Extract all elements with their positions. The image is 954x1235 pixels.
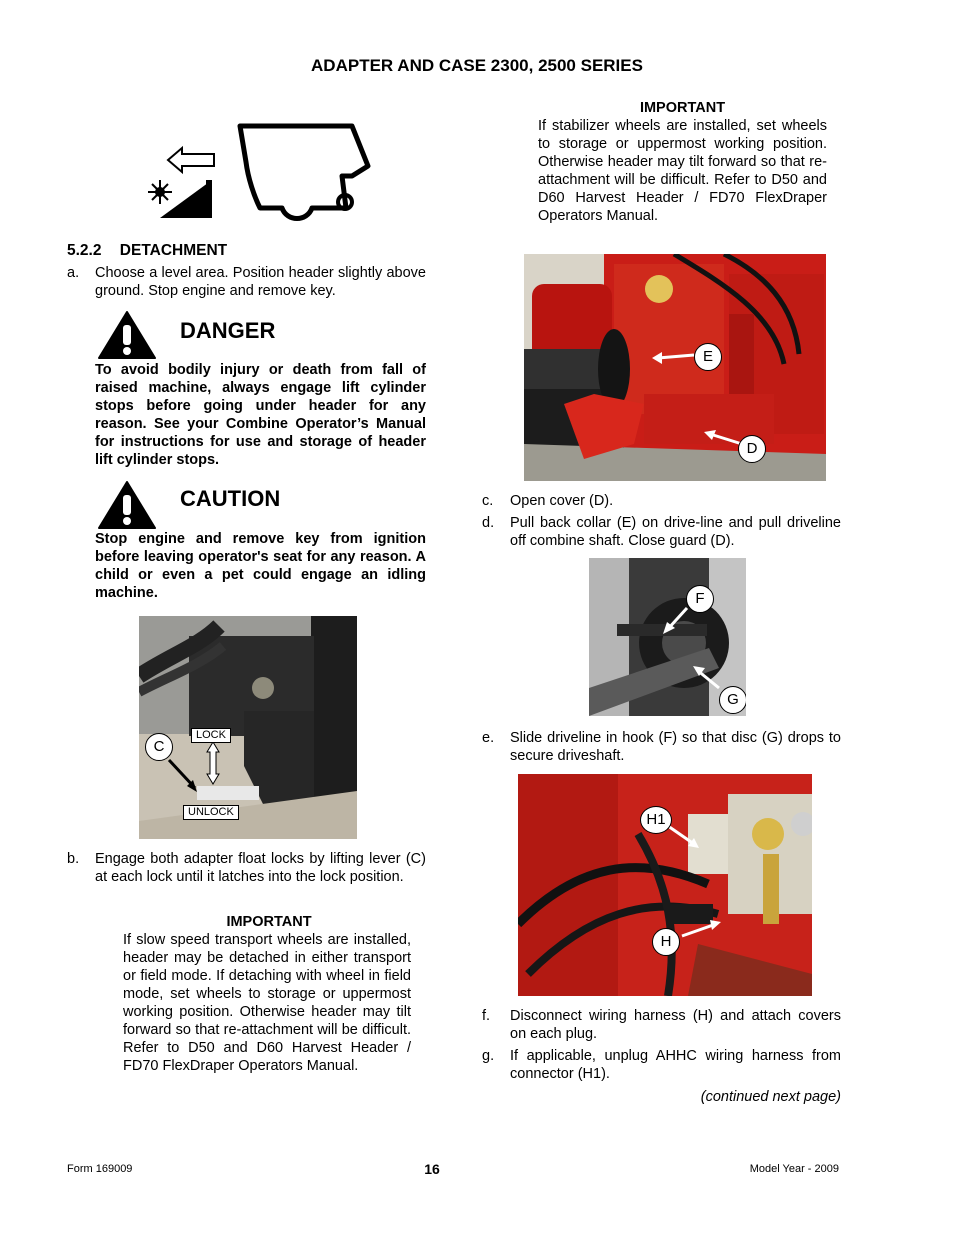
step-g-text: If applicable, unplug AHHC wiring harness from connector (H1). — [510, 1048, 841, 1082]
danger-title: DANGER — [180, 318, 276, 343]
callout-f: F — [686, 585, 714, 613]
caution-text: Stop engine and remove key from ignition before leaving operator's seat for any reason. A child or even a pet could engage an idling machine. — [95, 531, 426, 601]
page-title: ADAPTER AND CASE 2300, 2500 SERIES — [311, 56, 643, 75]
footer-model-year: Model Year - 2009 — [749, 1163, 839, 1175]
step-b-letter: b. — [67, 851, 80, 867]
warning-triangle-icon — [97, 310, 157, 360]
continued-note: (continued next page) — [700, 1089, 841, 1105]
danger-text: To avoid bodily injury or death from fall of raised machine, always engage lift cylinder stops before going under header for any reason. See your Combine Operator’s Manual for instructions for use and storage of header lift cylinder stops. — [95, 362, 426, 468]
arrow-icon — [139, 616, 357, 839]
arrow-icon — [518, 774, 812, 996]
callout-c: C — [145, 733, 173, 761]
callout-h1: H1 — [640, 806, 672, 834]
combine-detach-icon — [142, 118, 378, 224]
arrow-icon — [524, 254, 826, 481]
warning-triangle-icon — [97, 480, 157, 530]
lock-label: LOCK — [191, 728, 231, 743]
step-f-letter: f. — [482, 1008, 491, 1024]
step-d-letter: d. — [482, 515, 495, 531]
photo-wiring-harness — [518, 774, 812, 996]
callout-e: E — [694, 343, 722, 371]
important-left-text: If slow speed transport wheels are installed, header may be detached in either transport or field mode. If detaching with wheel in field mode, set wheels to storage or uppermost working position. Otherwise header may tilt forward so that re-attachment will be difficult. Refer to D50 and D60 Harvest Header / FD70 FlexDraper Operators Manual. — [123, 932, 411, 1074]
step-a-letter: a. — [67, 265, 80, 281]
section-heading — [67, 242, 227, 260]
photo-driveline-cover — [524, 254, 826, 481]
step-f-text: Disconnect wiring harness (H) and attach covers on each plug. — [510, 1008, 841, 1042]
step-b-text: Engage both adapter float locks by lifting lever (C) at each lock until it latches into the lock position. — [95, 851, 426, 885]
unlock-label: UNLOCK — [183, 805, 239, 820]
caution-title: CAUTION — [180, 486, 281, 511]
important-right-title: IMPORTANT — [639, 100, 726, 116]
step-a-text: Choose a level area. Position header slightly above ground. Stop engine and remove key. — [95, 265, 426, 299]
step-e-letter: e. — [482, 730, 495, 746]
step-e-text: Slide driveline in hook (F) so that disc (G) drops to secure driveshaft. — [510, 730, 841, 764]
photo-float-lock — [139, 616, 357, 839]
section-title: DETACHMENT — [119, 242, 228, 259]
step-c-letter: c. — [482, 493, 494, 509]
callout-d: D — [738, 435, 766, 463]
step-c-text: Open cover (D). — [510, 493, 614, 509]
callout-h: H — [652, 928, 680, 956]
section-number: 5.2.2 — [67, 242, 102, 259]
step-d-text: Pull back collar (E) on drive-line and pull driveline off combine shaft. Close guard (D). — [510, 515, 841, 549]
callout-g: G — [719, 686, 746, 714]
photo-driveline-hook — [589, 558, 746, 716]
footer-form: Form 169009 — [67, 1163, 133, 1175]
important-left-title: IMPORTANT — [226, 914, 312, 930]
step-g-letter: g. — [482, 1048, 495, 1064]
page-number: 16 — [424, 1161, 440, 1177]
important-right-text: If stabilizer wheels are installed, set wheels to storage or uppermost working position. Otherwise header may tilt forward so that re-attachment will be difficult. Refer to D50 and D60 Harvest Header / FD70 FlexDraper Operators Manual. — [538, 118, 827, 224]
